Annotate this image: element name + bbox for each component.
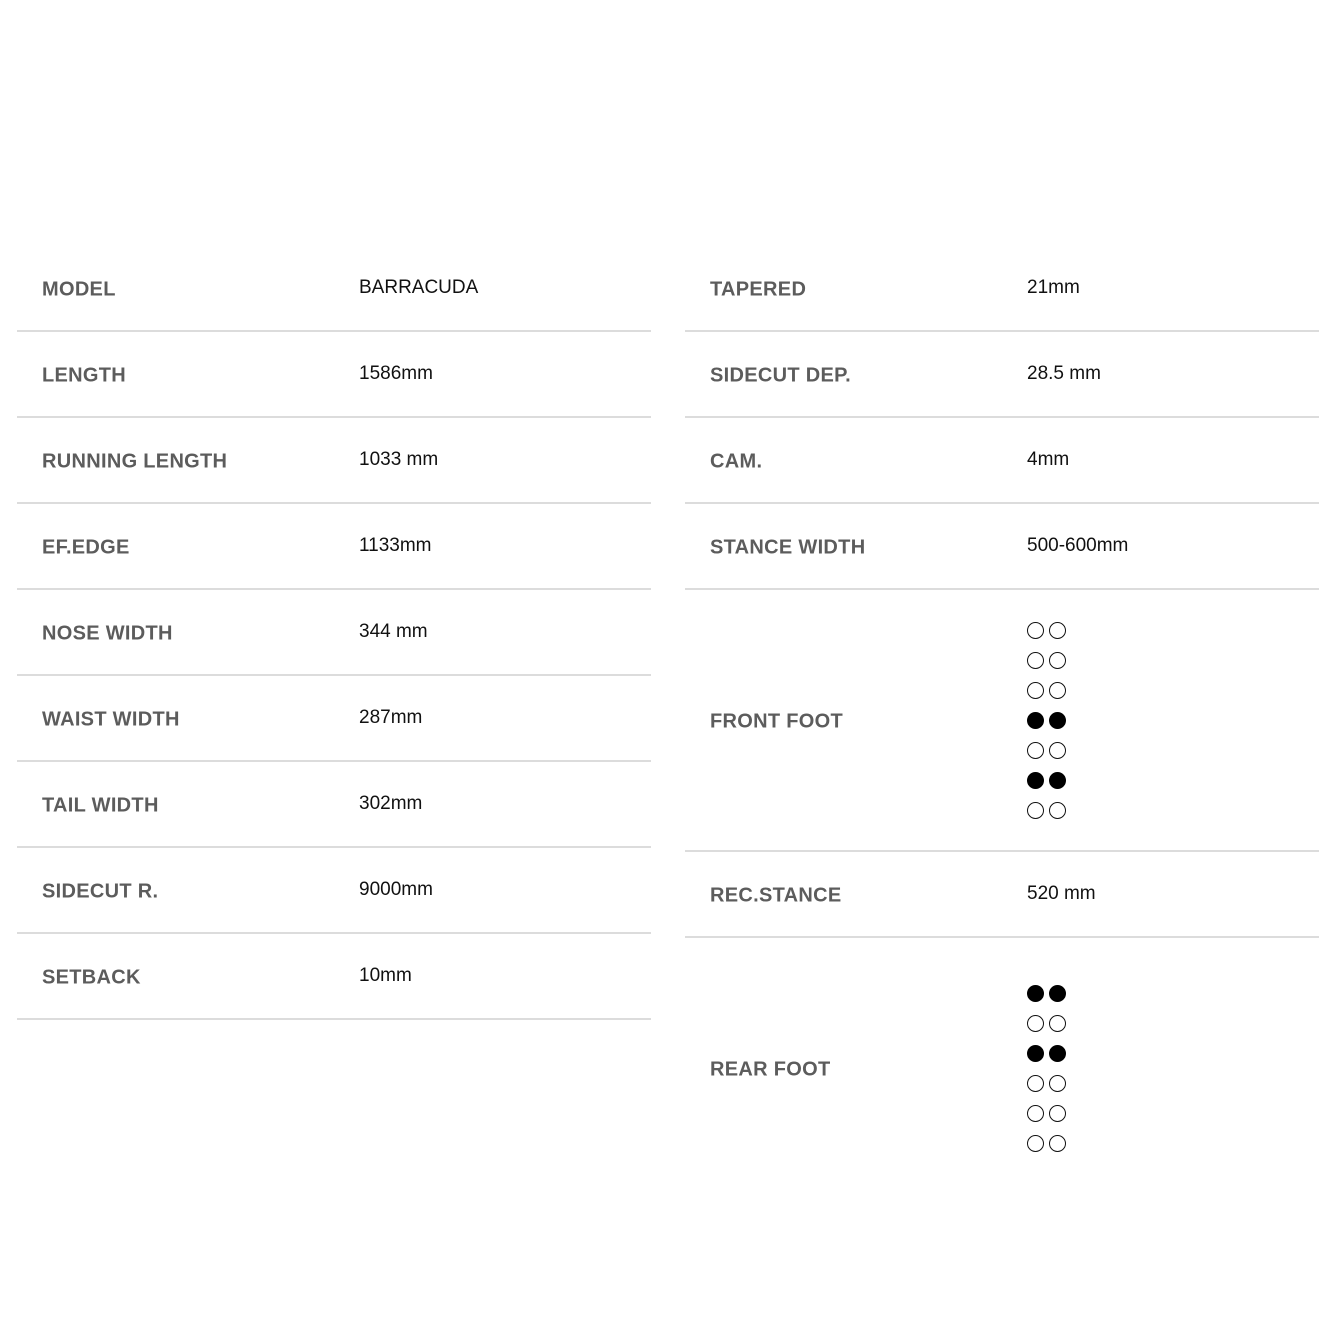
spec-label: SETBACK — [42, 966, 141, 989]
spec-row-rear-foot — [685, 938, 1319, 1198]
spec-row-length — [17, 332, 651, 418]
front-foot-hole-row — [1027, 615, 1066, 645]
spec-value: 9000mm — [359, 879, 433, 900]
filled-circle-icon — [1049, 772, 1066, 789]
spec-row-tail-width — [17, 762, 651, 848]
spec-label: REAR FOOT — [710, 1058, 831, 1081]
spec-value: 4mm — [1027, 449, 1070, 470]
rear-foot-hole-row — [1027, 1128, 1066, 1158]
spec-label: TAIL WIDTH — [42, 794, 159, 817]
spec-label: TAPERED — [710, 278, 807, 301]
spec-label: NOSE WIDTH — [42, 622, 173, 645]
empty-circle-icon — [1027, 742, 1044, 759]
filled-circle-icon — [1049, 985, 1066, 1002]
specs-left-column — [17, 246, 651, 1020]
empty-circle-icon — [1049, 1135, 1066, 1152]
filled-circle-icon — [1027, 1045, 1044, 1062]
spec-value: 1586mm — [359, 363, 433, 384]
spec-label: SIDECUT R. — [42, 880, 159, 903]
empty-circle-icon — [1027, 682, 1044, 699]
spec-value: 10mm — [359, 965, 412, 986]
spec-row-setback — [17, 934, 651, 1020]
spec-row-nose-width — [17, 590, 651, 676]
spec-value: 302mm — [359, 793, 423, 814]
rear-foot-hole-pattern — [1027, 978, 1066, 1158]
front-foot-hole-pattern — [1027, 615, 1066, 825]
empty-circle-icon — [1049, 1105, 1066, 1122]
empty-circle-icon — [1049, 1075, 1066, 1092]
spec-label: SIDECUT DEP. — [710, 364, 852, 387]
spec-row-ef-edge — [17, 504, 651, 590]
spec-label: LENGTH — [42, 364, 127, 387]
spec-label: REC.STANCE — [710, 884, 842, 907]
spec-row-stance-width — [685, 504, 1319, 590]
rear-foot-hole-row — [1027, 1008, 1066, 1038]
empty-circle-icon — [1049, 1015, 1066, 1032]
spec-row-front-foot — [685, 590, 1319, 852]
spec-value: 520 mm — [1027, 883, 1096, 904]
empty-circle-icon — [1027, 1105, 1044, 1122]
empty-circle-icon — [1049, 802, 1066, 819]
filled-circle-icon — [1027, 985, 1044, 1002]
spec-label: STANCE WIDTH — [710, 536, 866, 559]
empty-circle-icon — [1027, 1015, 1044, 1032]
spec-value: 21mm — [1027, 277, 1080, 298]
spec-label: MODEL — [42, 278, 116, 301]
spec-value: 1133mm — [359, 535, 432, 556]
spec-row-tapered — [685, 246, 1319, 332]
rear-foot-hole-row — [1027, 1038, 1066, 1068]
spec-label: FRONT FOOT — [710, 710, 843, 733]
spec-value: 1033 mm — [359, 449, 439, 470]
filled-circle-icon — [1049, 1045, 1066, 1062]
front-foot-hole-row — [1027, 675, 1066, 705]
spec-label: RUNNING LENGTH — [42, 450, 228, 473]
rear-foot-hole-row — [1027, 978, 1066, 1008]
spec-value: 28.5 mm — [1027, 363, 1101, 384]
empty-circle-icon — [1027, 1135, 1044, 1152]
rear-foot-hole-row — [1027, 1068, 1066, 1098]
spec-row-sidecut-dep — [685, 332, 1319, 418]
spec-label: EF.EDGE — [42, 536, 130, 559]
filled-circle-icon — [1027, 772, 1044, 789]
empty-circle-icon — [1049, 682, 1066, 699]
empty-circle-icon — [1049, 622, 1066, 639]
front-foot-hole-row — [1027, 645, 1066, 675]
empty-circle-icon — [1027, 1075, 1044, 1092]
filled-circle-icon — [1049, 712, 1066, 729]
empty-circle-icon — [1027, 802, 1044, 819]
spec-row-cam — [685, 418, 1319, 504]
spec-label: WAIST WIDTH — [42, 708, 180, 731]
specs-right-column — [685, 246, 1319, 1198]
empty-circle-icon — [1027, 652, 1044, 669]
empty-circle-icon — [1049, 652, 1066, 669]
spec-value: 500-600mm — [1027, 535, 1129, 556]
empty-circle-icon — [1027, 622, 1044, 639]
spec-row-model — [17, 246, 651, 332]
spec-row-sidecut-r — [17, 848, 651, 934]
spec-row-waist-width — [17, 676, 651, 762]
filled-circle-icon — [1027, 712, 1044, 729]
front-foot-hole-row — [1027, 735, 1066, 765]
front-foot-hole-row — [1027, 705, 1066, 735]
empty-circle-icon — [1049, 742, 1066, 759]
spec-value: BARRACUDA — [359, 277, 479, 298]
spec-value: 287mm — [359, 707, 423, 728]
rear-foot-hole-row — [1027, 1098, 1066, 1128]
spec-row-rec-stance — [685, 852, 1319, 938]
front-foot-hole-row — [1027, 765, 1066, 795]
spec-label: CAM. — [710, 450, 763, 473]
spec-row-running-length — [17, 418, 651, 504]
spec-value: 344 mm — [359, 621, 428, 642]
front-foot-hole-row — [1027, 795, 1066, 825]
